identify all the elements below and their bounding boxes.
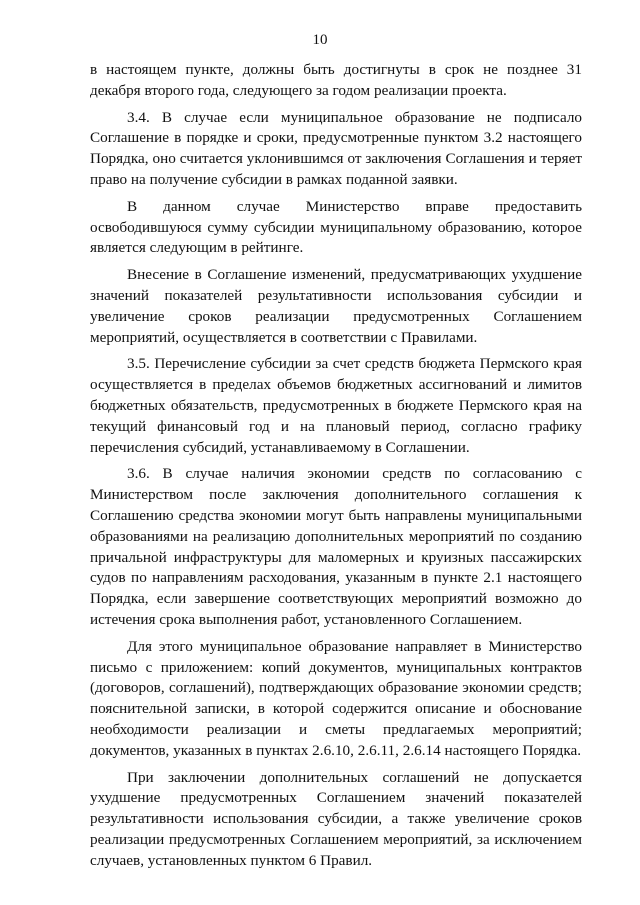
paragraph-no-deterioration: При заключении дополнительных соглашений не допускается ухудшение предусмотренных Соглашением значений показателей результативности использования субсидии, а также увеличение сроков реализации предусмотренных Соглашением мероприятий, за исключением случаев, установленных пунктом 6 Правил.: [90, 768, 582, 869]
paragraph-3-5: 3.5. Перечисление субсидии за счет средств бюджета Пермского края осуществляется в пределах объемов бюджетных ассигнований и лимитов бюджетных обязательств, предусмотренных в бюджете Пермского края на текущий финансовый год и на плановый период, согласно графику перечисления субсидий, устанавливаемому в Соглашении.: [90, 355, 582, 456]
paragraph-3-4: 3.4. В случае если муниципальное образование не подписало Соглашение в порядке и сроки, предусмотренные пунктом 3.2 настоящего Порядка, оно считается уклонившимся от заключения Соглашения и теряет право на получение субсидии в рамках поданной заявки.: [90, 108, 582, 188]
paragraph-3-6: 3.6. В случае наличия экономии средств по согласованию с Министерством после заключения дополнительного соглашения к Соглашению средства экономии могут быть направлены муниципальными образованиями на реализацию дополнительных мероприятий по созданию причальной инфраструктуры для маломерных и круизных пассажирских судов по направлениям расходования, указанным в пункте 2.1 настоящего Порядка, если завершение соответствующих мероприятий возможно до истечения срока выполнения работ, установленного Соглашением.: [90, 465, 582, 628]
paragraph-agreement-changes: Внесение в Соглашение изменений, предусматривающих ухудшение значений показателей результативности использования субсидии и увеличение сроков реализации предусмотренных Соглашением мероприятий, осуществляется в соответствии с Правилами.: [90, 266, 582, 346]
paragraph-continuation: в настоящем пункте, должны быть достигнуты в срок не позднее 31 декабря второго года, следующего за годом реализации проекта.: [90, 61, 582, 99]
page-number: 10: [312, 32, 328, 48]
paragraph-letter-attachments: Для этого муниципальное образование направляет в Министерство письмо с приложением: копий документов, муниципальных контрактов (договоров, соглашений), подтверждающих образование экономии средств; пояснительной записки, в которой содержится описание и обоснование необходимости реализации и сметы предлагаемых мероприятий; документов, указанных в пунктах 2.6.10, 2.6.11, 2.6.14 настоящего Порядка.: [90, 637, 582, 759]
document-body: [90, 60, 582, 877]
paragraph-ministry-right: В данном случае Министерство вправе предоставить освободившуюся сумму субсидии муниципальному образованию, которое является следующим в рейтинге.: [90, 197, 582, 257]
